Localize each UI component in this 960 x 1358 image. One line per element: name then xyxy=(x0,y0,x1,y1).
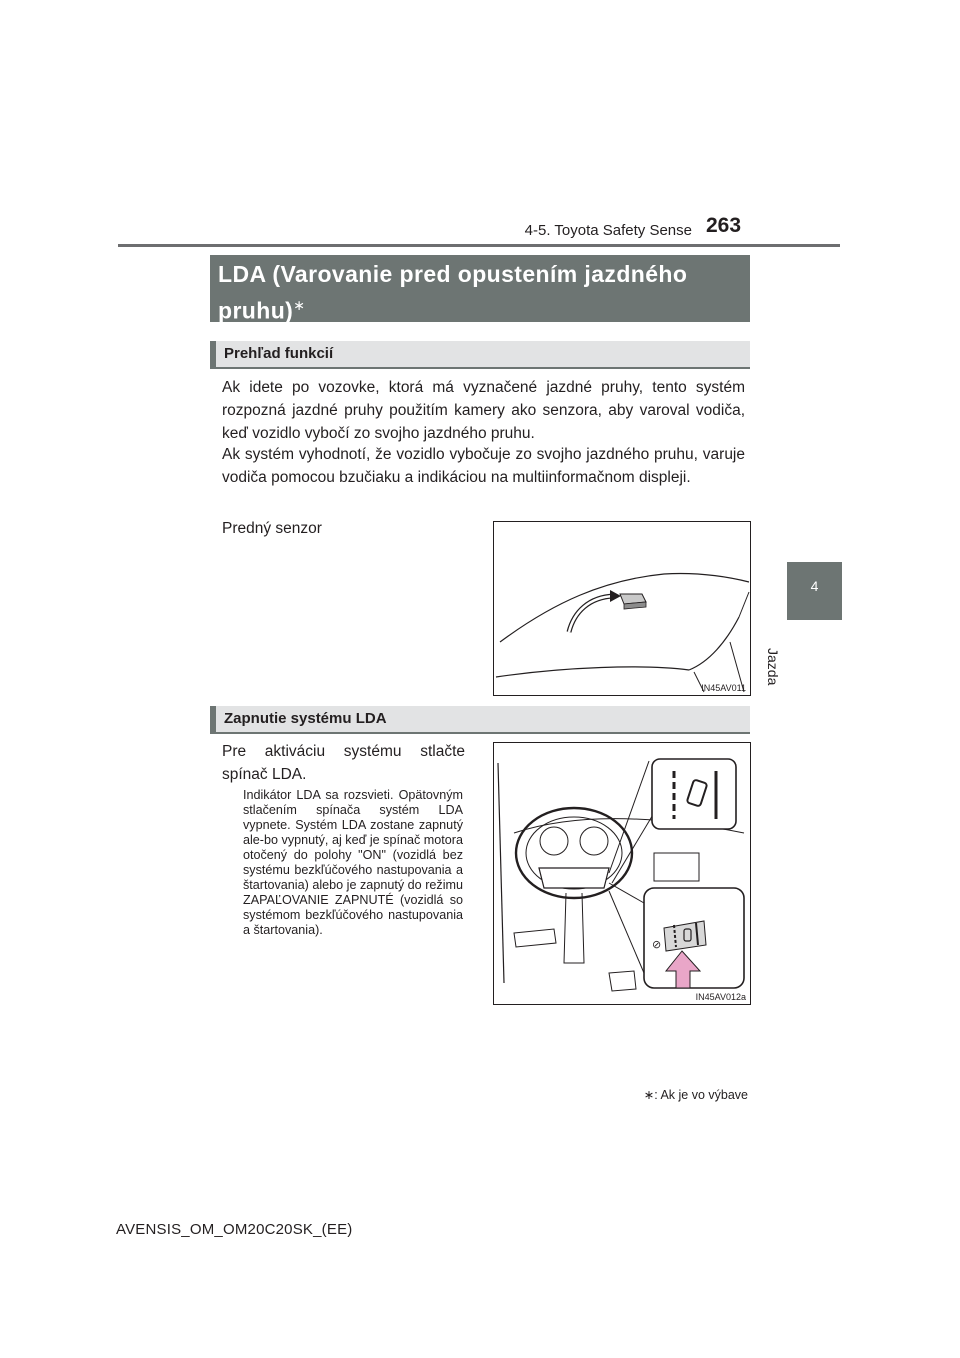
overview-paragraph-2: Ak systém vyhodnotí, že vozidlo vybočuje zo svojho jazdného pruhu, varuje vodiča pomocou bzučiaku a indikáciou na multiinformačnom displeji. xyxy=(222,446,745,486)
windshield-illustration xyxy=(494,522,750,695)
cockpit-illustration xyxy=(494,743,750,1004)
section-title-text: LDA (Varovanie pred opustením jazdného pruhu) xyxy=(218,261,688,324)
document-id: AVENSIS_OM_OM20C20SK_(EE) xyxy=(116,1221,353,1238)
figure-lda-switch xyxy=(493,742,751,1005)
header-section-title: 4-5. Toyota Safety Sense xyxy=(524,222,692,239)
section-title xyxy=(210,255,750,322)
activation-note: Indikátor LDA sa rozsvieti. Opätovným stlačením spínača systém LDA vypnete. Systém LDA zostane zapnutý ale-bo vypnutý, aj keď je spínač motora otočený do polohy "ON" (vozidlá bez systému bezkľúčového nastupovania a štartovania) alebo je zapnutý do režimu ZAPAĽOVANIE ZAPNUTÉ (vozidlá so systémom bezkľúčového nastupovania a štartovania). xyxy=(243,788,463,937)
figure-front-sensor xyxy=(493,521,751,696)
chapter-tab-number: 4 xyxy=(810,578,819,594)
title-footnote-star: ∗ xyxy=(293,297,306,313)
chapter-tab-label: Jazda xyxy=(765,648,781,686)
figure-code-1: IN45AV011 xyxy=(701,683,746,693)
overview-paragraph-1: Ak idete po vozovke, ktorá má vyznačené jazdné pruhy, tento systém rozpozná jazdné pruhy použitím kamery ako senzora, aby varoval vodiča, keď vozidlo vybočí zo svojho jazdného pruhu. xyxy=(222,379,745,442)
footnote-star: ∗ xyxy=(643,1088,655,1102)
front-sensor-label: Predný senzor xyxy=(222,520,322,537)
subheading-overview: Prehľad funkcií xyxy=(210,341,750,369)
subheading-activation: Zapnutie systému LDA xyxy=(210,706,750,734)
camera-sensor-icon xyxy=(620,594,646,609)
svg-text:⊘: ⊘ xyxy=(652,938,662,951)
figure-code-2: IN45AV012a xyxy=(695,992,746,1002)
activation-instruction: Pre aktiváciu systému stlačte spínač LDA. xyxy=(222,743,465,783)
header-rule xyxy=(118,244,840,247)
footnote-text: : Ak je vo výbave xyxy=(654,1088,748,1102)
footnote xyxy=(560,1087,748,1102)
page-number: 263 xyxy=(706,214,742,237)
